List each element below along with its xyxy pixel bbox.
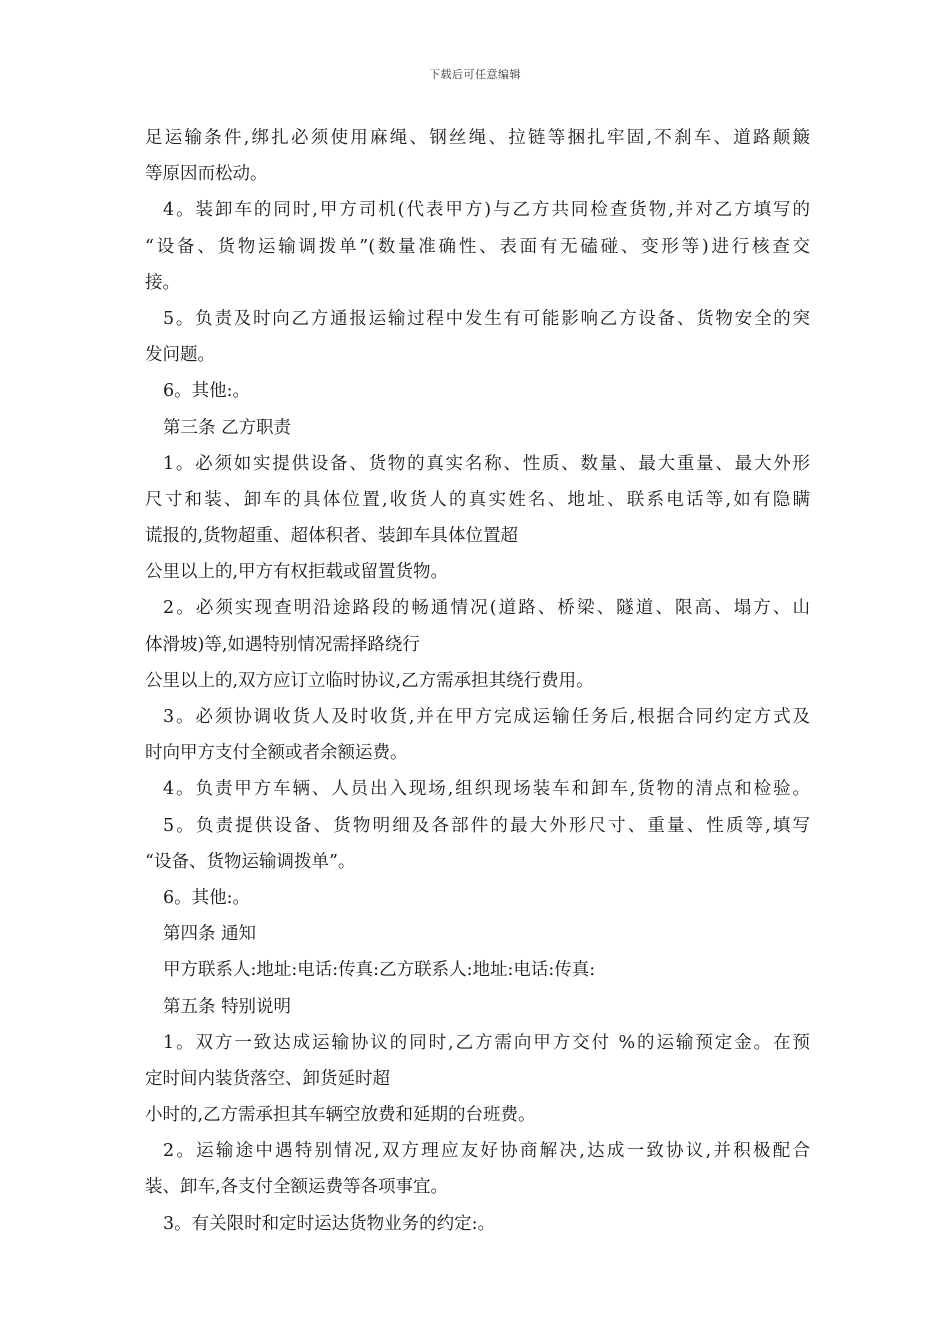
- text-line: 尺寸和装、卸车的具体位置,收货人的真实姓名、地址、联系电话等,如有隐瞒: [145, 489, 810, 510]
- text-line: 时向甲方支付全额或者余额运费。: [145, 743, 408, 764]
- text-line: 接。: [145, 272, 180, 293]
- text-line: 发问题。: [145, 345, 215, 366]
- text-line: 定时间内装货落空、卸货延时超: [145, 1068, 390, 1089]
- text-line: 第三条 乙方职责: [163, 417, 292, 438]
- text-line: 4。负责甲方车辆、人员出入现场,组织现场装车和卸车,货物的清点和检验。: [163, 779, 810, 800]
- text-line: 等原因而松动。: [145, 164, 268, 185]
- text-line: 1。双方一致达成运输协议的同时,乙方需向甲方交付 %的运输预定金。在预: [163, 1032, 810, 1053]
- text-line: 4。装卸车的同时,甲方司机(代表甲方)与乙方共同检查货物,并对乙方填写的: [163, 200, 810, 221]
- text-line: 2。必须实现查明沿途路段的畅通情况(道路、桥梁、隧道、限高、塌方、山: [163, 598, 810, 619]
- text-line: 公里以上的,甲方有权拒载或留置货物。: [145, 562, 449, 583]
- text-line: 甲方联系人:地址:电话:传真:乙方联系人:地址:电话:传真:: [163, 960, 596, 981]
- text-line: 第四条 通知: [163, 924, 257, 945]
- text-line: 第五条 特别说明: [163, 996, 292, 1017]
- text-line: 6。其他:。: [163, 381, 251, 402]
- page-header: 下载后可任意编辑: [429, 68, 521, 81]
- text-line: 小时的,乙方需承担其车辆空放费和延期的台班费。: [145, 1105, 536, 1126]
- text-line: 公里以上的,双方应订立临时协议,乙方需承担其绕行费用。: [145, 670, 594, 691]
- text-line: 3。必须协调收货人及时收货,并在甲方完成运输任务后,根据合同约定方式及: [163, 707, 810, 727]
- text-line: 6。其他:。: [163, 887, 251, 908]
- text-line: 足运输条件,绑扎必须使用麻绳、钢丝绳、拉链等捆扎牢固,不刹车、道路颠簸: [145, 128, 810, 148]
- text-line: “设备、货物运输调拨单”(数量准确性、表面有无磕碰、变形等)进行核查交: [145, 236, 810, 257]
- text-line: 5。负责及时向乙方通报运输过程中发生有可能影响乙方设备、货物安全的突: [163, 308, 810, 329]
- text-line: 装、卸车,各支付全额运费等各项事宜。: [145, 1177, 449, 1198]
- text-line: 1。必须如实提供设备、货物的真实名称、性质、数量、最大重量、最大外形: [163, 453, 810, 474]
- document-body: [145, 120, 810, 1242]
- text-line: 3。有关限时和定时运达货物业务的约定:。: [163, 1213, 496, 1234]
- text-line: “设备、货物运输调拨单”。: [145, 851, 356, 872]
- text-line: 2。运输途中遇特别情况,双方理应友好协商解决,达成一致协议,并积极配合: [163, 1141, 810, 1162]
- text-line: 体滑坡)等,如遇特别情况需择路绕行: [145, 634, 420, 655]
- text-line: 5。负责提供设备、货物明细及各部件的最大外形尺寸、重量、性质等,填写: [163, 815, 810, 836]
- text-line: 谎报的,货物超重、超体积者、装卸车具体位置超: [145, 526, 519, 547]
